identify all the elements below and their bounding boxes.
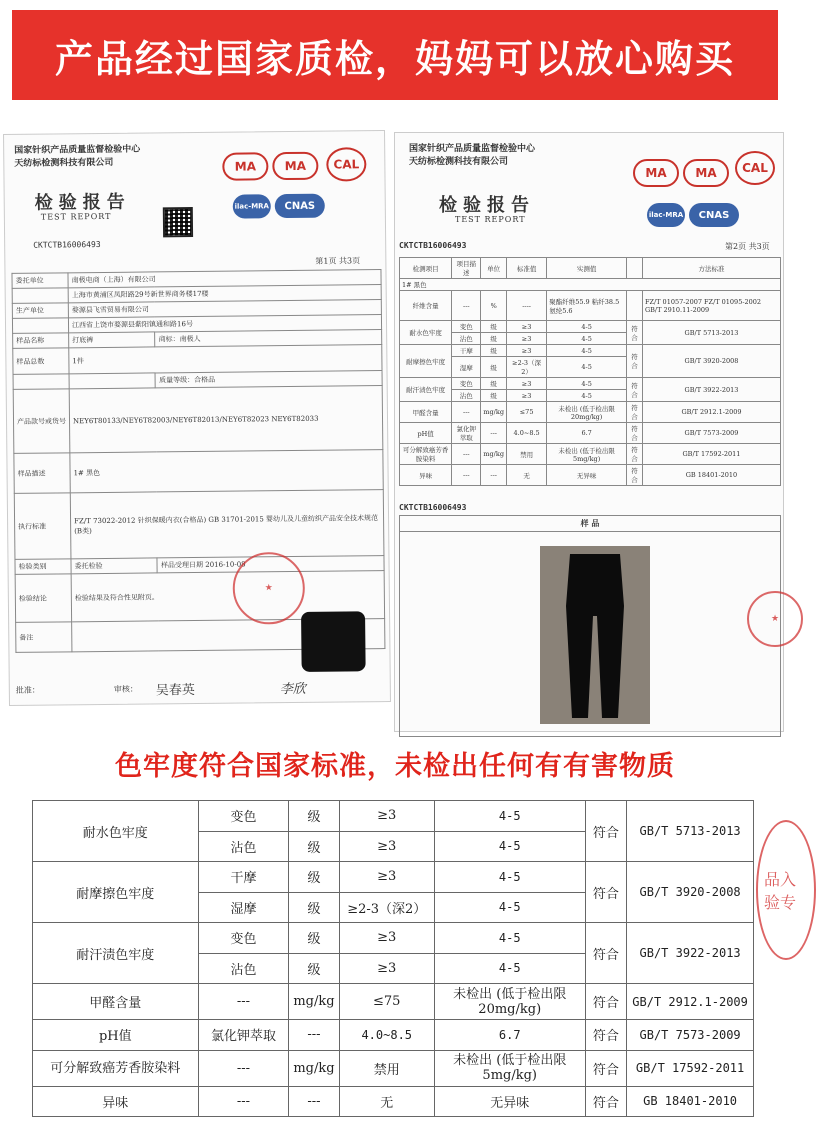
org-name-1: 国家针织产品质量监督检验中心 [14, 144, 141, 156]
cal-logo-icon: CAL [326, 147, 366, 181]
inspection-stamp-icon: ★ [747, 591, 803, 647]
desc-cell: 沾色 [198, 831, 289, 862]
meas-cell: 4-5 [434, 862, 585, 893]
std-cell: ≥3 [339, 801, 434, 832]
cell: GB 18401-2010 [642, 465, 780, 486]
leggings-photo [540, 546, 650, 724]
reviewer-signature: 吴春英 [155, 683, 195, 699]
cell: 级 [481, 357, 507, 378]
cell: 1# 黑色 [70, 450, 383, 493]
desc-cell: 干摩 [198, 862, 289, 893]
cell: 未检出 (低于检出限5mg/kg) [547, 444, 627, 465]
cell: 无异味 [547, 465, 627, 486]
method-cell: GB/T 3922-2013 [627, 923, 754, 984]
cell: 符合 [627, 345, 643, 378]
std-cell: ≤75 [339, 984, 434, 1020]
cell: mg/kg [481, 444, 507, 465]
cell: 样品受理日期 2016-10-08 [157, 556, 384, 573]
cell: 质量等级：合格品 [155, 371, 382, 388]
cell: 甲醛含量 [400, 402, 452, 423]
cell: 禁用 [506, 444, 546, 465]
cell: --- [452, 402, 481, 423]
cell: 商标：南极人 [155, 330, 382, 347]
cell: 打底裤 [69, 332, 156, 348]
cell: 执行标准 [14, 493, 71, 560]
cell: --- [452, 465, 481, 486]
results-table [32, 800, 754, 1117]
cell: 6.7 [547, 423, 627, 444]
unit-cell: 级 [289, 953, 339, 984]
cell: 耐水色牢度 [400, 321, 452, 345]
table-row [33, 862, 754, 893]
method-cell: GB/T 5713-2013 [627, 801, 754, 862]
ma-logo-icon: MA [633, 159, 679, 187]
cell: 委托检验 [71, 558, 158, 574]
unit-cell: 级 [289, 862, 339, 893]
cell [627, 291, 643, 321]
report-page-2 [394, 132, 784, 732]
std-cell: 无 [339, 1086, 434, 1117]
desc-cell: --- [198, 1050, 289, 1086]
header-cell: 检测项目 [400, 258, 452, 279]
item-cell: 可分解致癌芳香胺染料 [33, 1050, 199, 1086]
table-row [33, 1020, 754, 1051]
cell: 符合 [627, 444, 643, 465]
cell: 备注 [16, 622, 72, 653]
cell: 生产单位 [12, 303, 68, 319]
cell: --- [452, 444, 481, 465]
meas-cell: 未检出 (低于检出限5mg/kg) [434, 1050, 585, 1086]
desc-cell: --- [198, 1086, 289, 1117]
cell: 干摩 [452, 345, 481, 357]
cell: 级 [481, 333, 507, 345]
report-page-1 [3, 130, 391, 706]
unit-cell: --- [289, 1020, 339, 1051]
cell: 1件 [69, 345, 382, 374]
qr-code-icon [163, 207, 193, 237]
table-row [33, 1050, 754, 1086]
client-info-table [11, 269, 385, 653]
item-cell: 异味 [33, 1086, 199, 1117]
item-cell: pH值 [33, 1020, 199, 1051]
page-number: 第2页 共3页 [725, 242, 770, 251]
cell: 检验类别 [15, 559, 71, 575]
cell: ≥3 [506, 321, 546, 333]
cell: GB/T 17592-2011 [642, 444, 780, 465]
method-cell: GB/T 3920-2008 [627, 862, 754, 923]
org-name-2: 天纺标检测科技有限公司 [409, 157, 509, 167]
report-scans [0, 112, 790, 732]
cell: GB/T 3920-2008 [642, 345, 780, 378]
cell: 4-5 [547, 357, 627, 378]
cal-logo-icon: CAL [735, 151, 775, 185]
cell: FZ/T 01057-2007 FZ/T 01095-2002 GB/T 2910.11-2009 [642, 291, 780, 321]
meas-cell: 4-5 [434, 892, 585, 923]
cell: 级 [481, 390, 507, 402]
cell: FZ/T 73022-2012 针织保暖内衣(合格品) GB 31701-2015 婴幼儿及儿童纺织产品安全技术规范(B类) [70, 490, 384, 559]
cell: 级 [481, 378, 507, 390]
cell: 纤维含量 [400, 291, 452, 321]
cell: 4-5 [547, 321, 627, 333]
cell: ≥3 [506, 390, 546, 402]
cell: 级 [481, 345, 507, 357]
cell: GB/T 2912.1-2009 [642, 402, 780, 423]
banner-bar [12, 10, 778, 100]
org-name-1: 国家针织产品质量监督检验中心 [409, 144, 536, 154]
unit-cell: --- [289, 1086, 339, 1117]
method-cell: GB/T 2912.1-2009 [627, 984, 754, 1020]
cell: --- [452, 291, 481, 321]
cell: ≤75 [506, 402, 546, 423]
cell: 符合 [627, 465, 643, 486]
desc-cell: 氯化钾萃取 [198, 1020, 289, 1051]
cell: 江西省上饶市婺源县紫阳镇通和路16号 [68, 315, 381, 333]
meas-cell: 6.7 [434, 1020, 585, 1051]
cell: ≥3 [506, 345, 546, 357]
cell: 沾色 [452, 333, 481, 345]
cell: 样品描述 [14, 453, 70, 494]
report-code: CKTCTB16006493 [33, 240, 101, 250]
banner-text: 产品经过国家质检，妈妈可以放心购买 [54, 36, 735, 81]
cell [12, 318, 68, 334]
edge-stamp-icon [756, 820, 816, 960]
cell: GB/T 7573-2009 [642, 423, 780, 444]
table-row [33, 801, 754, 832]
cell: 4-5 [547, 333, 627, 345]
cell: GB/T 5713-2013 [642, 321, 780, 345]
page-number: 第1页 共3页 [315, 256, 361, 266]
desc-cell: 变色 [198, 923, 289, 954]
cell: 4.0~8.5 [506, 423, 546, 444]
std-cell: ≥3 [339, 953, 434, 984]
cell: 湿摩 [452, 357, 481, 378]
report-subtitle: TEST REPORT [40, 211, 112, 222]
item-cell: 耐摩擦色牢度 [33, 862, 199, 923]
cell: 产品款号或货号 [13, 389, 70, 454]
header-cell: 项目描述 [452, 258, 481, 279]
unit-cell: 级 [289, 923, 339, 954]
cell: NEY6T80133/NEY6T82003/NEY6T82013/NEY6T82023 NEY6T82033 [69, 386, 383, 453]
edge-stamp-text: 品入 验专 [764, 870, 797, 912]
cell: 级 [481, 321, 507, 333]
leggings-icon [540, 546, 650, 724]
result-cell: 符合 [585, 1050, 627, 1086]
cell [13, 374, 69, 390]
result-cell: 符合 [585, 801, 627, 862]
reviewer-label: 审核： [113, 684, 138, 694]
cell: 样品总数 [13, 348, 69, 375]
result-cell: 符合 [585, 923, 627, 984]
cell: 检验结果及符合性见附页。 [71, 571, 384, 622]
cell: 变色 [452, 378, 481, 390]
compliance-caption: 色牢度符合国家标准，未检出任何有有害物质 [115, 750, 675, 782]
meas-cell: 4-5 [434, 953, 585, 984]
cell: 4-5 [547, 390, 627, 402]
unit-cell: mg/kg [289, 1050, 339, 1086]
top-banner [0, 0, 790, 112]
std-cell: ≥3 [339, 862, 434, 893]
cell: 变色 [452, 321, 481, 333]
report-subtitle: TEST REPORT [455, 215, 526, 224]
cell: ≥3 [506, 378, 546, 390]
meas-cell: 4-5 [434, 831, 585, 862]
cell: mg/kg [481, 402, 507, 423]
std-cell: ≥3 [339, 923, 434, 954]
header-cell: 方法标准 [642, 258, 780, 279]
cell: 异味 [400, 465, 452, 486]
cell: ≥3 [506, 333, 546, 345]
cell: 沾色 [452, 390, 481, 402]
cell: 上海市黄浦区凤阳路29号新世界商务楼17楼 [68, 285, 381, 303]
meas-cell: 无异味 [434, 1086, 585, 1117]
cell: 可分解致癌芳香胺染料 [400, 444, 452, 465]
std-cell: ≥3 [339, 831, 434, 862]
ma-logo-icon: MA [222, 152, 268, 180]
ma-logo-2-icon: MA [272, 152, 318, 180]
cell: % [481, 291, 507, 321]
cell: 氯化钾萃取 [452, 423, 481, 444]
enlarged-results-table [32, 800, 754, 1140]
cell: 耐摩擦色牢度 [400, 345, 452, 378]
header-cell: 实测值 [547, 258, 627, 279]
ilac-logo-icon: ilac-MRA [647, 203, 685, 227]
cell: 南极电商（上海）有限公司 [68, 270, 381, 288]
sample-header: 样 品 [400, 516, 780, 532]
cell: GB/T 3922-2013 [642, 378, 780, 402]
cell: 4-5 [547, 378, 627, 390]
table-row [33, 1086, 754, 1117]
desc-cell: 湿摩 [198, 892, 289, 923]
approver-label: 批准： [15, 685, 40, 695]
header-cell [627, 258, 643, 279]
cell [12, 288, 68, 304]
cell: 符合 [627, 402, 643, 423]
cell: 符合 [627, 321, 643, 345]
table-row [33, 984, 754, 1020]
cell: --- [481, 423, 507, 444]
cell: ≥2-3（深2） [506, 357, 546, 378]
result-cell: 符合 [585, 1086, 627, 1117]
cnas-logo-icon: CNAS [275, 194, 325, 219]
meas-cell: 4-5 [434, 923, 585, 954]
cell: 符合 [627, 423, 643, 444]
tester-signature: 李欣 [279, 681, 306, 698]
cell: pH值 [400, 423, 452, 444]
std-cell: 禁用 [339, 1050, 434, 1086]
meas-cell: 4-5 [434, 801, 585, 832]
cell: 检验结论 [15, 574, 71, 623]
sample-photo-box [399, 515, 781, 737]
desc-cell: --- [198, 984, 289, 1020]
item-cell: 耐汗渍色牢度 [33, 923, 199, 984]
std-cell: 4.0~8.5 [339, 1020, 434, 1051]
cell: 耐汗渍色牢度 [400, 378, 452, 402]
meas-cell: 未检出 (低于检出限20mg/kg) [434, 984, 585, 1020]
inspection-stamp-icon: ★ [232, 552, 305, 625]
report-title: 检验报告 [34, 191, 131, 214]
cell: 无 [506, 465, 546, 486]
method-cell: GB 18401-2010 [627, 1086, 754, 1117]
method-cell: GB/T 17592-2011 [627, 1050, 754, 1086]
ma-logo-2-icon: MA [683, 159, 729, 187]
result-summary-table [399, 257, 781, 486]
org-name-2: 天纺标检测科技有限公司 [14, 157, 114, 169]
cnas-logo-icon: CNAS [689, 203, 739, 227]
item-cell: 耐水色牢度 [33, 801, 199, 862]
redaction-blot [301, 611, 366, 672]
unit-cell: 级 [289, 801, 339, 832]
item-cell: 甲醛含量 [33, 984, 199, 1020]
cell: 聚酯纤维55.9 粘纤38.5 氨纶5.6 [547, 291, 627, 321]
method-cell: GB/T 7573-2009 [627, 1020, 754, 1051]
report-code: CKTCTB16006493 [399, 241, 467, 250]
std-cell: ≥2-3（深2） [339, 892, 434, 923]
table-row [33, 923, 754, 954]
cell: ---- [506, 291, 546, 321]
cell: 4-5 [547, 345, 627, 357]
cell: 婺源县飞雪贸易有限公司 [68, 300, 381, 318]
result-cell: 符合 [585, 984, 627, 1020]
unit-cell: 级 [289, 831, 339, 862]
desc-cell: 变色 [198, 801, 289, 832]
report-code-2: CKTCTB16006493 [399, 503, 467, 512]
unit-cell: 级 [289, 892, 339, 923]
cell: 样品名称 [13, 333, 69, 349]
result-cell: 符合 [585, 1020, 627, 1051]
header-cell: 单位 [481, 258, 507, 279]
ilac-logo-icon: ilac-MRA [233, 194, 271, 218]
cell: 符合 [627, 378, 643, 402]
header-cell: 标准值 [506, 258, 546, 279]
sample-label: 1# 黑色 [400, 279, 781, 291]
cell: --- [481, 465, 507, 486]
unit-cell: mg/kg [289, 984, 339, 1020]
cell: 委托单位 [12, 273, 68, 289]
report-title: 检验报告 [439, 195, 535, 216]
result-cell: 符合 [585, 862, 627, 923]
cell: 未检出 (低于检出限20mg/kg) [547, 402, 627, 423]
desc-cell: 沾色 [198, 953, 289, 984]
